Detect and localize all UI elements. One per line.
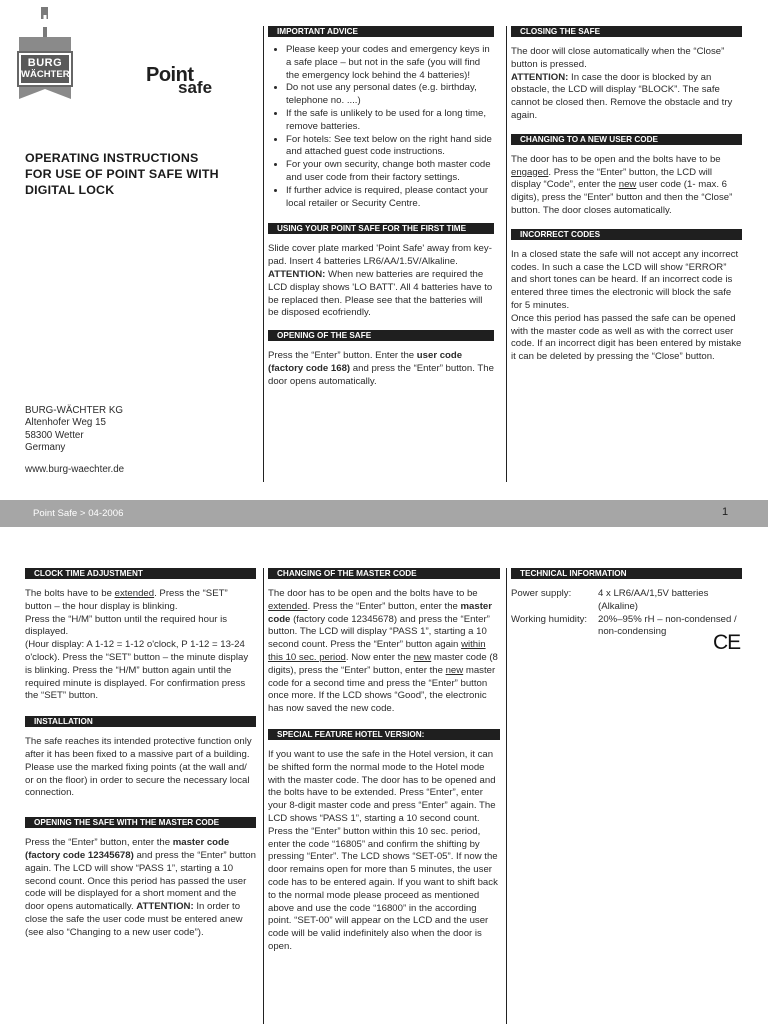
incorrect-codes-section [511, 229, 742, 364]
section-heading: OPENING THE SAFE WITH THE MASTER CODE [25, 817, 256, 828]
first-time-section [268, 223, 494, 320]
address-city: 58300 Wetter [25, 429, 84, 441]
point-safe-logo [146, 66, 226, 100]
spec-label: Working humidity: [511, 613, 588, 625]
castle-tower-icon [36, 13, 54, 37]
text: The door will close automatically when the “Close” button is pressed. [511, 46, 725, 70]
section-heading: TECHNICAL INFORMATION [511, 568, 742, 579]
text: master code for a second time and press the “Enter” button once more. If the LCD shows “Good”, the electronic has now saved the new code. [268, 664, 496, 715]
column-divider [506, 26, 507, 482]
paragraph [511, 154, 742, 218]
technical-info-section [511, 568, 742, 639]
paragraph [25, 837, 256, 939]
text: The door has to be open and the bolts have to be [268, 588, 478, 599]
footer-label: Point Safe > 04-2006 [33, 508, 124, 519]
paragraph: The safe reaches its intended protective function only after it has been fixed to a massive part of a building. Please use the marked fixing points (at the wall and/ or on the floor) in order to secure the necessary local connection. [25, 736, 252, 799]
paragraph [511, 46, 742, 123]
page2-column-middle [268, 568, 500, 964]
underlined-text: within this 10 sec. period [268, 639, 486, 663]
list-item: • If the safe is unlikely to be used for a long time, remove batteries. [286, 108, 494, 134]
text: master code (8 digits), press the “Enter” button, enter the [268, 651, 498, 676]
closing-section [511, 26, 742, 123]
ce-mark-icon: CE [713, 631, 741, 654]
underlined-text: extended [114, 588, 155, 599]
spec-label: Power supply: [511, 588, 572, 599]
hotel-version-section [268, 729, 500, 954]
paragraph: In a closed state the safe will not accept any incorrect codes. In such a case the LCD will show “ERROR” and short tones can be heard. If an incorrect code is entered three times the electronic will block the safe for 5 minutes. [511, 248, 739, 311]
underlined-text: extended [268, 600, 308, 612]
text: In case the door is blocked by an obstacle, the LCD will display “BLOCK”. The safe cannot be closed then. Remove the obstacle and try again. [511, 71, 733, 121]
section-heading: USING YOUR POINT SAFE FOR THE FIRST TIME [268, 223, 494, 234]
company-address [25, 405, 255, 476]
title-line-3: DIGITAL LOCK [25, 183, 115, 197]
attention-label: ATTENTION: [268, 268, 326, 280]
point-safe-logo-line1: Point [146, 64, 194, 86]
text: Press the “Enter” button. Enter the [268, 350, 417, 362]
text: and press the “Enter” button again. The LCD will show “PASS 1”, starting a 10 second count. Once this period has passed the user code will be displayed for a short moment and the door opens automatically. [25, 849, 256, 913]
page2-column-right [511, 568, 742, 649]
bold-text: user code (factory code 168) [268, 350, 463, 374]
text: . Press the “Enter” button, the LCD will display “Code”, enter the [511, 166, 713, 191]
bold-text: master code (factory code 12345678) [25, 837, 230, 861]
section-heading: OPENING OF THE SAFE [268, 330, 494, 341]
text: When new batteries are required the LCD display shows 'LO BATT'. All 4 batteries have to be replaced then. Please see that the batteries will be disposed ecofriendly. [268, 268, 493, 319]
text: Press the “Enter” button, enter the [25, 837, 173, 849]
text: (factory code 12345678) and press the “Enter” button. The LCD will display “PASS 1”, starting a 10 second count. Press the “Enter” button again [268, 613, 490, 651]
attention-label: ATTENTION: [511, 71, 569, 83]
text: user code (1- max. 6 digits), press the “Enter” button and then the “Close” button. The door closes automatically. [511, 179, 733, 216]
text: and press the “Enter” button. The door opens automatically. [268, 362, 494, 387]
master-code-opening-section [25, 817, 256, 939]
paragraph [268, 350, 494, 388]
page1-column-right [511, 26, 742, 374]
address-country: Germany [25, 442, 66, 454]
new-user-code-section [511, 134, 742, 218]
page-footer-bar [0, 500, 768, 527]
underlined-text: new [618, 179, 637, 191]
underlined-text: new [413, 651, 432, 663]
text: . Press the “SET” button – the hour display is blinking. [25, 588, 228, 612]
clock-adjustment-section [25, 568, 256, 703]
text: . Press the “Enter” button, enter the [307, 600, 461, 612]
text: . Now enter the [345, 651, 414, 663]
paragraph: If you want to use the safe in the Hotel version, it can be shifted form the normal mode to the Hotel mode with the master code. The door has to be opened and the bolts have to be extended. Press “Enter”, enter your 8-digit master code and press “Enter” again. The LCD shows “PASS 1”, starting a 10 second count. Press the “Enter” button within this 10 sec. period, enter the code “16805” and confirm the shifting by pressing “Enter”. The LCD shows “SET-05”. If now the door remains open for more than 5 minutes, the user code has to be entered again. If you want to shift back to the normal mode please proceed as mentioned above and use the code “16800” in the according point. “SET-00” will appear on the LCD and the user code will be valid indefinitely also when the door is open. [268, 748, 498, 952]
installation-section [25, 716, 256, 800]
website-link[interactable]: www.burg-waechter.de [25, 463, 125, 475]
page-number: 1 [722, 506, 729, 518]
page1-column-middle [268, 26, 494, 399]
point-safe-logo-line2: safe [178, 78, 213, 97]
section-heading: CLOSING THE SAFE [511, 26, 742, 37]
logo-text-burg: BURG [27, 57, 63, 69]
title-line-2: FOR USE OF POINT SAFE WITH [25, 167, 219, 181]
page2-column-left [25, 568, 256, 950]
master-code-change-section [268, 568, 500, 716]
paragraph [25, 588, 256, 614]
spec-row-humidity [511, 614, 742, 640]
title-line-1: OPERATING INSTRUCTIONS [25, 151, 199, 165]
underlined-text: new [445, 664, 464, 676]
section-heading: IMPORTANT ADVICE [268, 26, 494, 37]
text: Slide cover plate marked 'Point Safe' away from key-pad. Insert 4 batteries LR6/AA/1.5V/Alkaline. [268, 243, 492, 268]
advice-list [268, 44, 494, 210]
list-item: • If further advice is required, please contact your local retailer or Security Centre. [286, 185, 494, 211]
column-divider [263, 26, 264, 482]
address-street: Altenhofer Weg 15 [25, 417, 106, 429]
section-heading: INCORRECT CODES [511, 229, 742, 240]
important-advice-section [268, 26, 494, 210]
column-divider [506, 568, 507, 1024]
burg-waechter-logo [15, 7, 75, 99]
list-item: • Do not use any personal dates (e.g. birthday, telephone no. ....) [286, 82, 494, 108]
text: The door has to be open and the bolts have to be [511, 153, 721, 165]
section-heading: CHANGING OF THE MASTER CODE [268, 568, 500, 579]
list-item: • Please keep your codes and emergency keys in a safe place – but not in the safe (you will find the emergency lock behind the 4 batteries)! [286, 44, 494, 82]
section-heading: CHANGING TO A NEW USER CODE [511, 134, 742, 145]
spec-value: 20%–95% rH – non-condensed / non-condensing [598, 613, 737, 638]
spec-value: 4 x LR6/AA/1,5V batteries (Alkaline) [598, 588, 709, 612]
paragraph [268, 588, 500, 716]
text: In order to close the safe the user code must be entered anew (see also “Changing to a new user code”). [25, 901, 243, 938]
logo-text-waechter: WÄCHTER [21, 69, 70, 80]
opening-section [268, 330, 494, 388]
address-company: BURG-WÄCHTER KG [25, 405, 123, 416]
paragraph: Once this period has passed the safe can be opened with the master code as well as with the correct user code. If an incorrect digit has been entered by mistake it can be deleted by pressing the “Close” button. [511, 312, 742, 363]
paragraph [268, 243, 494, 320]
section-heading: CLOCK TIME ADJUSTMENT [25, 568, 256, 579]
list-item: • For hotels: See text below on the right hand side and attached guest code instructions. [286, 134, 494, 160]
section-heading: INSTALLATION [25, 716, 256, 727]
bold-text: master code [268, 600, 492, 625]
paragraph: (Hour display: A 1-12 = 1-12 o'clock, P 1-12 = 13-24 o'clock). Press the “SET” button – the minute display is blinking. Press the “H/M” button again until the required minute is displayed. For confirmation press the “SET” button. [25, 639, 249, 702]
column-divider [263, 568, 264, 1024]
attention-label: ATTENTION: [136, 901, 194, 913]
document-title [25, 150, 255, 198]
spec-row-power [511, 588, 742, 614]
list-item: • For your own security, change both master code and user code from their factory settings. [286, 159, 494, 185]
text: The bolts have to be [25, 588, 115, 599]
section-heading: SPECIAL FEATURE HOTEL VERSION: [268, 729, 500, 740]
paragraph: Press the “H/M” button until the required hour is displayed. [25, 613, 228, 638]
underlined-text: engaged [511, 166, 549, 178]
